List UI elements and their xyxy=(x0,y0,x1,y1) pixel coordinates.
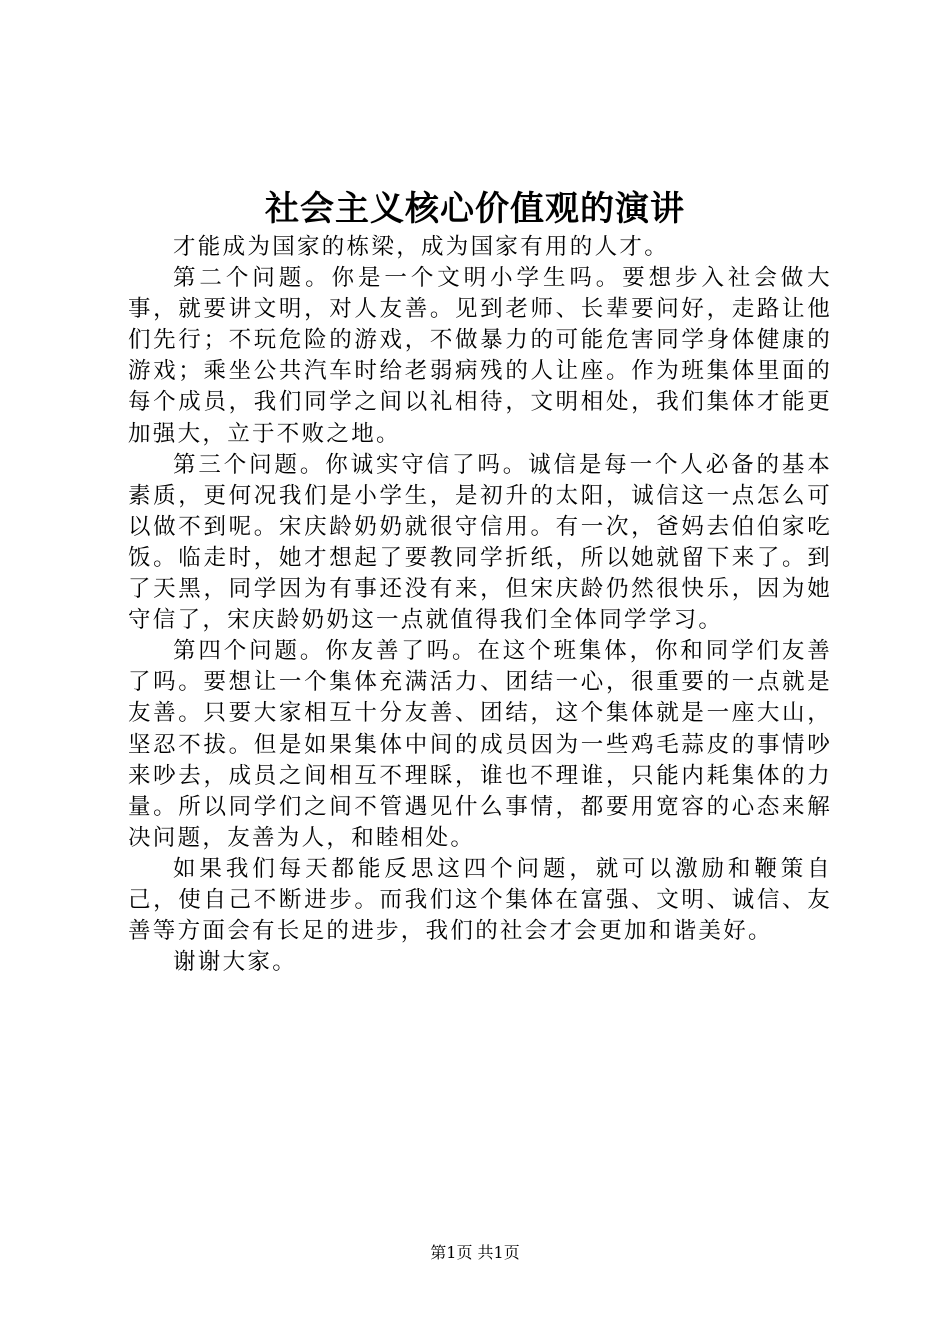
paragraph-4: 第四个问题。你友善了吗。在这个班集体，你和同学们友善了吗。要想让一个集体充满活力、团结一心，很重要的一点就是友善。只要大家相互十分友善、团结，这个集体就是一座大山，坚忍不拔。但是如果集体中间的成员因为一些鸡毛蒜皮的事情吵来吵去，成员之间相互不理睬，谁也不理谁，只能内耗集体的力量。所以同学们之间不管遇见什么事情，都要用宽容的心态来解决问题，友善为人，和睦相处。 xyxy=(128,638,832,851)
paragraph-5: 如果我们每天都能反思这四个问题，就可以激励和鞭策自己，使自己不断进步。而我们这个集体在富强、文明、诚信、友善等方面会有长足的进步，我们的社会才会更加和谐美好。 xyxy=(128,855,832,945)
paragraph-3: 第三个问题。你诚实守信了吗。诚信是每一个人必备的基本素质，更何况我们是小学生，是初升的太阳，诚信这一点怎么可以做不到呢。宋庆龄奶奶就很守信用。有一次，爸妈去伯伯家吃饭。临走时，她才想起了要教同学折纸，所以她就留下来了。到了天黑，同学因为有事还没有来，但宋庆龄仍然很快乐，因为她守信了，宋庆龄奶奶这一点就值得我们全体同学学习。 xyxy=(128,451,832,634)
paragraph-2: 第二个问题。你是一个文明小学生吗。要想步入社会做大事，就要讲文明，对人友善。见到老师、长辈要问好，走路让他们先行；不玩危险的游戏，不做暴力的可能危害同学身体健康的游戏；乘坐公共汽车时给老弱病残的人让座。作为班集体里面的每个成员，我们同学之间以礼相待，文明相处，我们集体才能更加强大，立于不败之地。 xyxy=(128,265,832,447)
page-footer: 第1页 共1页 xyxy=(430,1243,520,1262)
paragraph-1: 才能成为国家的栋梁，成为国家有用的人才。 xyxy=(173,234,670,260)
paragraph-6: 谢谢大家。 xyxy=(173,949,298,976)
document-body xyxy=(128,232,832,978)
document-title: 社会主义核心价值观的演讲 xyxy=(265,189,685,229)
